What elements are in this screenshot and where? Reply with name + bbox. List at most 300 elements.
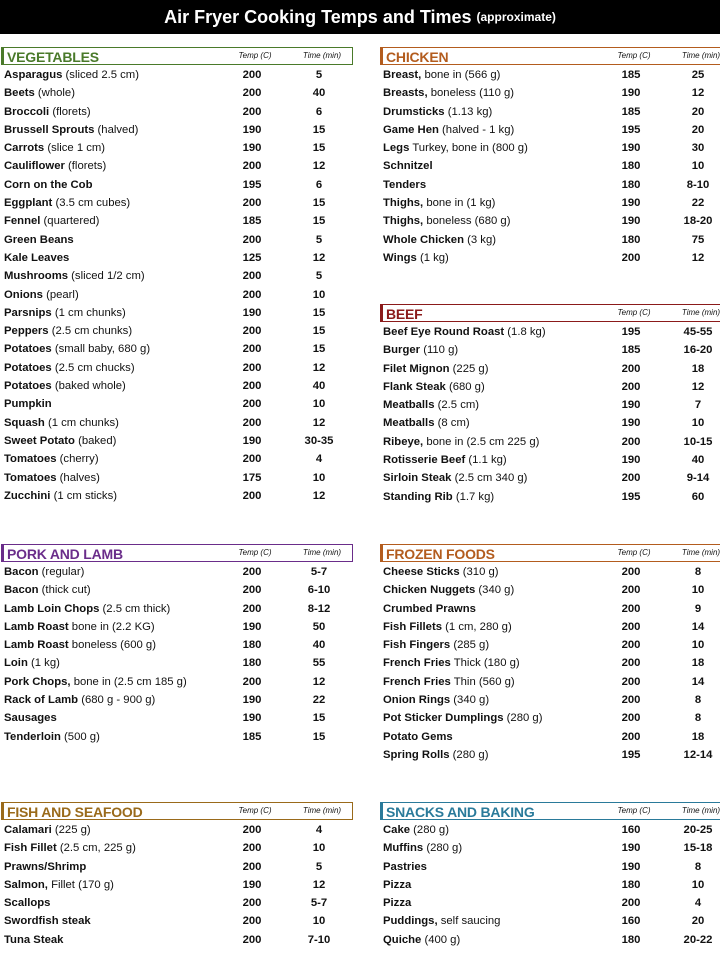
item-label: Rack of Lamb — [4, 694, 79, 707]
item-name — [383, 84, 514, 102]
item-note: self saucing — [440, 915, 501, 928]
item-label: Rotisserie Beef — [383, 454, 466, 467]
item-label: Corn on the Cob — [4, 178, 93, 191]
time-column-header: Time (min) — [302, 51, 342, 60]
item-name — [4, 673, 187, 691]
item-note: (halves) — [59, 471, 100, 484]
item-note: bone in (2.5 cm 225 g) — [426, 435, 540, 448]
page-title: Air Fryer Cooking Temps and Times — [164, 6, 472, 27]
item-label: Scallops — [4, 897, 51, 910]
item-note: (3.5 cm cubes) — [55, 197, 131, 210]
item-label: Fish Fillets — [383, 620, 443, 633]
item-name — [383, 728, 453, 746]
item-temp: 185 — [242, 730, 262, 743]
table-row — [380, 912, 720, 930]
item-name — [383, 581, 514, 599]
item-temp: 200 — [242, 105, 262, 118]
item-note: (1 cm, 280 g) — [445, 620, 512, 633]
item-temp: 200 — [242, 566, 262, 578]
item-note: (slice 1 cm) — [47, 142, 106, 155]
item-temp: 200 — [621, 584, 641, 597]
table-row — [380, 341, 720, 359]
table-row — [1, 581, 353, 599]
item-time: 20 — [691, 123, 705, 136]
item-name — [4, 581, 91, 599]
item-time: 10 — [691, 878, 705, 891]
item-temp: 190 — [242, 142, 262, 155]
item-name — [383, 931, 460, 949]
item-time: 6-10 — [307, 584, 331, 597]
item-name — [383, 691, 489, 709]
table-row — [1, 618, 353, 636]
item-temp: 200 — [621, 380, 641, 393]
item-temp: 175 — [242, 471, 262, 484]
table-row — [380, 563, 720, 581]
item-note: (285 g) — [453, 639, 490, 652]
item-name — [383, 121, 514, 139]
item-time: 8-10 — [686, 178, 710, 191]
item-label: Prawns/Shrimp — [4, 860, 87, 873]
item-label: Drumsticks — [383, 105, 445, 118]
item-name — [4, 322, 132, 340]
item-time: 75 — [691, 233, 705, 246]
section-title: SNACKS AND BAKING — [386, 804, 535, 820]
item-temp: 190 — [242, 878, 262, 891]
item-time: 5 — [315, 270, 323, 283]
table-row — [1, 139, 353, 157]
table-row — [1, 600, 353, 618]
item-time: 40 — [312, 87, 326, 100]
item-temp: 190 — [242, 620, 262, 633]
item-note: (680 g - 900 g) — [81, 694, 156, 707]
item-time: 18 — [691, 657, 705, 670]
item-label: Tuna Steak — [4, 933, 64, 946]
item-label: French Fries — [383, 657, 451, 670]
table-row — [380, 746, 720, 764]
item-temp: 200 — [242, 343, 262, 356]
item-name — [383, 176, 426, 194]
table-row — [1, 691, 353, 709]
item-name — [4, 340, 150, 358]
item-label: Burger — [383, 344, 421, 357]
item-name — [4, 121, 138, 139]
item-time: 5 — [315, 860, 323, 873]
item-name — [383, 194, 495, 212]
item-time: 10 — [312, 398, 326, 411]
table-row — [1, 563, 353, 581]
item-label: Onions — [4, 288, 43, 301]
item-name — [383, 249, 449, 267]
item-time: 7 — [694, 399, 702, 412]
item-name — [383, 563, 499, 581]
item-time: 15 — [312, 306, 326, 319]
table-row — [1, 66, 353, 84]
item-label: Bacon — [4, 566, 39, 578]
item-label: Potato Gems — [383, 730, 453, 743]
item-temp: 185 — [621, 105, 641, 118]
section-header — [380, 47, 720, 65]
item-note: boneless (680 g) — [426, 215, 511, 228]
item-name — [383, 858, 427, 876]
item-time: 15 — [312, 215, 326, 228]
item-time: 15 — [312, 325, 326, 338]
page-subtitle: (approximate) — [476, 10, 556, 24]
item-name — [383, 876, 411, 894]
item-label: Brussell Sprouts — [4, 123, 95, 136]
item-temp: 190 — [242, 694, 262, 707]
time-column-header: Time (min) — [681, 51, 720, 60]
item-temp: 200 — [242, 915, 262, 928]
item-name — [4, 139, 105, 157]
item-label: Asparagus — [4, 69, 63, 81]
item-note: (280 g) — [426, 842, 463, 855]
item-name — [383, 378, 485, 396]
item-name — [383, 360, 488, 378]
item-name — [383, 839, 462, 857]
item-temp: 200 — [242, 361, 262, 374]
item-temp: 185 — [621, 344, 641, 357]
item-temp: 190 — [621, 142, 641, 155]
item-temp: 200 — [242, 675, 262, 688]
item-note: (1 cm sticks) — [53, 489, 117, 502]
table-row — [1, 231, 353, 249]
item-note: (whole) — [37, 87, 75, 100]
item-name — [4, 636, 156, 654]
table-row — [380, 194, 720, 212]
table-row — [380, 212, 720, 230]
item-list — [1, 563, 353, 746]
item-label: Fennel — [4, 215, 41, 228]
item-note: (cherry) — [59, 453, 99, 466]
table-row — [380, 451, 720, 469]
item-name — [4, 728, 100, 746]
item-time: 12 — [312, 878, 326, 891]
item-label: Tenders — [383, 178, 427, 191]
table-row — [1, 912, 353, 930]
item-label: Cheese Sticks — [383, 566, 460, 578]
table-row — [1, 821, 353, 839]
table-row — [380, 121, 720, 139]
item-time: 18-20 — [683, 215, 713, 228]
item-temp: 195 — [621, 490, 641, 503]
table-row — [1, 858, 353, 876]
item-temp: 200 — [242, 398, 262, 411]
item-label: Calamari — [4, 824, 52, 836]
section-title: FISH AND SEAFOOD — [7, 804, 143, 820]
item-name — [383, 618, 512, 636]
table-row — [380, 618, 720, 636]
item-temp: 200 — [621, 897, 641, 910]
table-row — [380, 709, 720, 727]
item-name — [383, 821, 449, 839]
section-snacks-and-baking — [380, 802, 720, 949]
item-name — [4, 839, 136, 857]
item-temp: 180 — [242, 639, 262, 652]
table-row — [380, 821, 720, 839]
item-time: 9-14 — [686, 472, 710, 485]
item-temp: 200 — [242, 288, 262, 301]
temp-column-header: Temp (C) — [617, 806, 651, 815]
table-row — [380, 858, 720, 876]
item-name — [4, 709, 57, 727]
item-time: 8-12 — [307, 602, 331, 615]
item-temp: 195 — [621, 748, 641, 761]
item-note: Turkey, bone in (800 g) — [412, 142, 528, 155]
item-note: (280 g) — [413, 824, 449, 836]
item-label: Pizza — [383, 878, 412, 891]
item-label: Carrots — [4, 142, 45, 155]
item-temp: 200 — [242, 489, 262, 502]
item-label: Tomatoes — [4, 453, 57, 466]
item-time: 12 — [312, 160, 326, 173]
item-temp: 200 — [621, 620, 641, 633]
item-temp: 200 — [242, 933, 262, 946]
item-name — [383, 212, 510, 230]
table-row — [380, 433, 720, 451]
item-note: (8 cm) — [437, 417, 470, 430]
item-label: Spring Rolls — [383, 748, 450, 761]
item-time: 14 — [691, 620, 705, 633]
item-name — [383, 414, 470, 432]
section-header — [380, 802, 720, 820]
table-row — [380, 378, 720, 396]
item-label: Beef Eye Round Roast — [383, 326, 505, 338]
item-time: 10 — [691, 584, 705, 597]
section-title: FROZEN FOODS — [386, 546, 495, 562]
item-name — [4, 249, 69, 267]
item-time: 12 — [312, 361, 326, 374]
item-time: 4 — [315, 453, 323, 466]
table-row — [1, 249, 353, 267]
item-temp: 190 — [621, 860, 641, 873]
item-temp: 200 — [242, 824, 262, 836]
item-name — [4, 194, 130, 212]
item-temp: 190 — [621, 417, 641, 430]
item-name — [4, 377, 126, 395]
section-header — [380, 544, 720, 562]
table-row — [1, 395, 353, 413]
item-label: Loin — [4, 657, 28, 670]
table-row — [380, 103, 720, 121]
item-name — [383, 139, 528, 157]
table-row — [1, 194, 353, 212]
item-label: Wings — [383, 251, 417, 264]
item-temp: 200 — [242, 325, 262, 338]
table-row — [1, 377, 353, 395]
item-temp: 200 — [621, 657, 641, 670]
item-time: 30-35 — [304, 434, 334, 447]
temp-column-header: Temp (C) — [617, 308, 651, 317]
item-name — [4, 894, 50, 912]
item-label: Legs — [383, 142, 410, 155]
item-time: 10 — [312, 288, 326, 301]
item-time: 40 — [312, 380, 326, 393]
table-row — [380, 691, 720, 709]
section-header — [1, 544, 353, 562]
item-label: Meatballs — [383, 417, 435, 430]
table-row — [380, 84, 720, 102]
item-time: 12 — [691, 251, 705, 264]
item-note: (110 g) — [423, 344, 459, 357]
item-temp: 195 — [621, 326, 641, 338]
section-title: CHICKEN — [386, 49, 449, 65]
item-label: Quiche — [383, 933, 422, 946]
item-name — [4, 84, 75, 102]
item-label: Fish Fingers — [383, 639, 451, 652]
item-time: 30 — [691, 142, 705, 155]
item-note: boneless (600 g) — [71, 639, 156, 652]
table-row — [380, 469, 720, 487]
item-name — [4, 931, 63, 949]
item-temp: 200 — [621, 712, 641, 725]
table-row — [380, 323, 720, 341]
item-name — [4, 563, 84, 581]
item-time: 12 — [312, 489, 326, 502]
item-time: 22 — [691, 197, 705, 210]
item-temp: 200 — [242, 416, 262, 429]
table-row — [1, 450, 353, 468]
item-name — [4, 286, 79, 304]
item-temp: 190 — [242, 434, 262, 447]
item-temp: 200 — [242, 584, 262, 597]
item-label: Muffins — [383, 842, 424, 855]
item-note: (halved) — [97, 123, 139, 136]
item-name — [383, 433, 539, 451]
item-name — [383, 654, 520, 672]
item-name — [383, 103, 492, 121]
item-note: (680 g) — [448, 380, 485, 393]
item-time: 50 — [312, 620, 326, 633]
item-time: 12-14 — [683, 748, 713, 761]
item-time: 40 — [691, 454, 705, 467]
item-label: Beets — [4, 87, 35, 100]
item-label: Thighs, — [383, 215, 424, 228]
item-note: (small baby, 680 g) — [54, 343, 151, 356]
title-bar — [0, 0, 720, 34]
item-label: Cauliflower — [4, 160, 65, 173]
item-label: Schnitzel — [383, 160, 433, 173]
item-temp: 180 — [621, 160, 641, 173]
item-name — [4, 414, 119, 432]
item-temp: 200 — [242, 270, 262, 283]
item-note: (florets) — [52, 105, 91, 118]
item-label: Breast, — [383, 69, 422, 81]
table-row — [1, 121, 353, 139]
item-label: Lamb Roast — [4, 639, 69, 652]
item-time: 9 — [694, 602, 702, 615]
table-row — [380, 396, 720, 414]
item-temp: 200 — [621, 639, 641, 652]
item-note: bone in (2.2 KG) — [71, 620, 155, 633]
item-label: Cake — [383, 824, 411, 836]
item-list — [1, 66, 353, 505]
item-time: 15 — [312, 123, 326, 136]
item-note: (baked whole) — [54, 380, 126, 393]
item-name — [4, 395, 52, 413]
item-time: 18 — [691, 362, 705, 375]
table-row — [380, 249, 720, 267]
table-row — [1, 359, 353, 377]
table-row — [380, 894, 720, 912]
section-title: VEGETABLES — [7, 49, 99, 65]
table-row — [380, 600, 720, 618]
item-time: 8 — [694, 712, 702, 725]
table-row — [380, 360, 720, 378]
item-label: Breasts, — [383, 87, 428, 100]
item-note: (500 g) — [64, 730, 100, 743]
section-frozen-foods — [380, 544, 720, 764]
item-name — [4, 212, 99, 230]
item-time: 6 — [315, 178, 323, 191]
item-note: (baked) — [78, 434, 117, 447]
item-note: bone in (1 kg) — [426, 197, 496, 210]
item-name — [383, 157, 433, 175]
item-time: 25 — [691, 69, 705, 81]
item-name — [4, 304, 126, 322]
item-time: 4 — [315, 824, 323, 836]
table-row — [1, 286, 353, 304]
item-time: 5 — [315, 233, 323, 246]
temp-column-header: Temp (C) — [238, 806, 272, 815]
item-time: 20 — [691, 915, 705, 928]
item-label: Whole Chicken — [383, 233, 464, 246]
item-time: 15 — [312, 197, 326, 210]
item-time: 20-25 — [683, 824, 713, 836]
item-note: (340 g) — [478, 584, 515, 597]
table-row — [380, 839, 720, 857]
item-name — [383, 636, 489, 654]
item-note: (2.5 cm chunks) — [51, 325, 133, 338]
item-name — [4, 231, 74, 249]
item-note: (280 g) — [452, 748, 489, 761]
item-note: (225 g) — [452, 362, 489, 375]
item-note: (2.5 cm, 225 g) — [59, 842, 136, 855]
item-label: Chicken Nuggets — [383, 584, 476, 597]
item-note: (225 g) — [54, 824, 91, 836]
item-label: Broccoli — [4, 105, 50, 118]
item-note: (1 kg) — [30, 657, 60, 670]
item-time: 15 — [312, 712, 326, 725]
item-time: 10 — [691, 160, 705, 173]
item-time: 15 — [312, 343, 326, 356]
table-row — [1, 931, 353, 949]
item-label: Pumpkin — [4, 398, 52, 411]
item-name — [4, 654, 60, 672]
item-time: 15-18 — [683, 842, 713, 855]
item-list — [380, 563, 720, 764]
item-note: (2.5 cm 340 g) — [454, 472, 528, 485]
item-name — [4, 876, 114, 894]
item-name — [383, 323, 546, 341]
section-fish-and-seafood — [1, 802, 353, 949]
item-label: Parsnips — [4, 306, 52, 319]
item-time: 15 — [312, 142, 326, 155]
item-temp: 125 — [242, 251, 262, 264]
item-time: 20-22 — [683, 933, 713, 946]
item-temp: 180 — [621, 878, 641, 891]
table-row — [1, 839, 353, 857]
item-label: Pizza — [383, 897, 412, 910]
item-temp: 200 — [242, 197, 262, 210]
item-label: Lamb Loin Chops — [4, 602, 100, 615]
item-name — [4, 359, 135, 377]
item-name — [4, 821, 91, 839]
item-label: Lamb Roast — [4, 620, 69, 633]
table-row — [1, 414, 353, 432]
item-temp: 200 — [621, 675, 641, 688]
item-label: Standing Rib — [383, 490, 453, 503]
item-note: (3 kg) — [467, 233, 497, 246]
